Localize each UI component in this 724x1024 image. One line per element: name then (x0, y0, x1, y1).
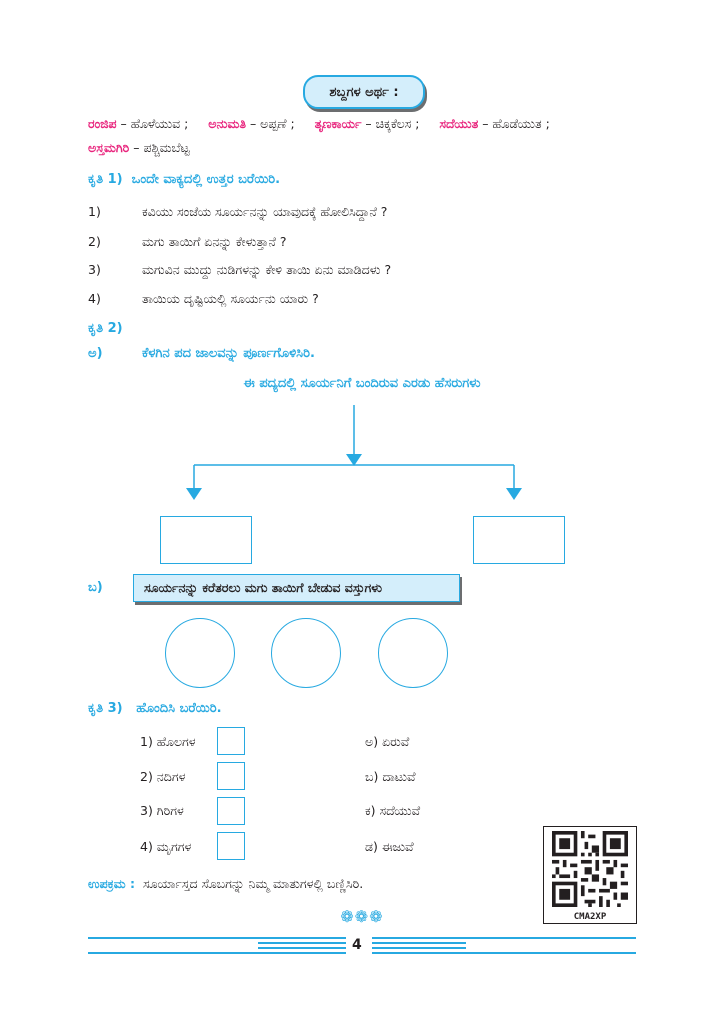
task1-instruction: ಒಂದೇ ವಾಕ್ಯದಲ್ಲಿ ಉತ್ತರ ಬರೆಯಿರಿ. (131, 172, 281, 187)
glossary: ರಂಜಿಪ – ಹೊಳೆಯುವ ; ಅನುಮತಿ – ಅಪ್ಪಣೆ ; ತೃಣಕಾರ್ಯ – ಚಿಕ್ಕಕೆಲಸ ; ಸದೆಯುತ – ಹೊಡೆಯುತ ; ಅಸ್ತಮಗಿರಿ – ಪಶ್ಚಿಮಬೆಟ್ಟ (88, 116, 550, 155)
question-number: 4) (88, 291, 101, 306)
match-left-item: 4) ಮೃಗಗಳ (140, 839, 192, 854)
task2-label: ಕೃತಿ 2) (88, 321, 123, 336)
section-title: ಶಬ್ದಗಳ ಅರ್ಥ : (303, 75, 425, 109)
part-b-banner: ಸೂರ್ಯನನ್ನು ಕರೆತರಲು ಮಗು ತಾಯಿಗೆ ಬೇಡುವ ವಸ್ತುಗಳು (133, 574, 460, 602)
answer-box-name-1[interactable] (160, 516, 252, 564)
gloss-meaning: ಅಪ್ಪಣೆ (260, 116, 287, 131)
question-text: ಮಗು ತಾಯಿಗೆ ಏನನ್ನು ಕೇಳುತ್ತಾನೆ ? (142, 234, 287, 249)
match-left-item: 1) ಹೊಲಗಳ (140, 734, 196, 749)
question-text: ತಾಯಿಯ ದೃಷ್ಟಿಯಲ್ಲಿ ಸೂರ್ಯನು ಯಾರು ? (142, 291, 319, 306)
gloss-word: ಸದೆಯುತ (439, 116, 479, 131)
match-right-item: ಬ) ದಾಟುವೆ (365, 769, 416, 784)
footer-rule-right (372, 937, 636, 954)
task2-part-a-instruction: ಕೆಳಗಿನ ಪದ ಜಾಲವನ್ನು ಪೂರ್ಣಗೊಳಿಸಿರಿ. (142, 346, 315, 361)
activity-text: ಸೂರ್ಯಾಸ್ತದ ಸೊಬಗನ್ನು ನಿಮ್ಮ ಮಾತುಗಳಲ್ಲಿ ಬಣ್ಣಿಸಿರಿ. (142, 876, 364, 891)
task1-label: ಕೃತಿ 1) (88, 172, 123, 187)
answer-circle-3[interactable] (378, 618, 448, 688)
question-number: 3) (88, 262, 101, 277)
question-text: ಮಗುವಿನ ಮುದ್ದು ನುಡಿಗಳನ್ನು ಕೇಳಿ ತಾಯಿ ಏನು ಮಾಡಿದಳು ? (142, 262, 392, 277)
gloss-word: ಅನುಮತಿ (208, 116, 246, 131)
answer-circle-1[interactable] (165, 618, 235, 688)
question-text: ಕವಿಯು ಸಂಜೆಯ ಸೂರ್ಯನನ್ನು ಯಾವುದಕ್ಕೆ ಹೋಲಿಸಿದ್ದಾನೆ ? (142, 204, 388, 219)
match-answer-box[interactable] (217, 832, 245, 860)
match-answer-box[interactable] (217, 797, 245, 825)
task3-heading (88, 701, 222, 716)
gloss-meaning: ಹೊಳೆಯುವ (130, 116, 181, 131)
footer-rule-left (88, 937, 346, 954)
match-left-item: 3) ಗಿರಿಗಳ (140, 803, 184, 818)
gloss-word: ಅಸ್ತಮಗಿರಿ (88, 140, 130, 155)
qr-code-icon (550, 831, 630, 907)
ornament-icon: ❁❁❁ (340, 907, 384, 926)
question-number: 1) (88, 204, 101, 219)
match-right-item: ಕ) ಸದೆಯುವೆ (365, 803, 421, 818)
qr-label: CMA2XP (573, 912, 607, 922)
diagram-heading: ಈ ಪದ್ಯದಲ್ಲಿ ಸೂರ್ಯನಿಗೆ ಬಂದಿರುವ ಎರಡು ಹೆಸರುಗಳು (243, 376, 481, 391)
match-right-item: ಅ) ಏರುವೆ (365, 734, 410, 749)
task2-part-b-label: ಬ) (88, 580, 103, 595)
gloss-word: ರಂಜಿಪ (88, 116, 117, 131)
question-number: 2) (88, 234, 101, 249)
activity (88, 876, 363, 892)
gloss-meaning: ಚಿಕ್ಕಕೆಲಸ (375, 116, 412, 131)
activity-label: ಉಪಕ್ರಮ : (88, 876, 135, 891)
page-number: 4 (352, 937, 362, 953)
match-right-item: ಡ) ಈಜುವೆ (365, 839, 414, 854)
answer-circle-2[interactable] (271, 618, 341, 688)
task2-part-a-label: ಅ) (88, 346, 103, 361)
answer-box-name-2[interactable] (473, 516, 565, 564)
match-answer-box[interactable] (217, 762, 245, 790)
match-left-item: 2) ನದಿಗಳ (140, 769, 186, 784)
gloss-word: ತೃಣಕಾರ್ಯ (314, 116, 362, 131)
gloss-meaning: ಹೊಡೆಯುತ (492, 116, 542, 131)
task3-label: ಕೃತಿ 3) (88, 701, 123, 716)
match-answer-box[interactable] (217, 727, 245, 755)
task3-instruction: ಹೊಂದಿಸಿ ಬರೆಯಿರಿ. (136, 701, 222, 716)
gloss-meaning: ಪಶ್ಚಿಮಬೆಟ್ಟ (143, 140, 190, 155)
